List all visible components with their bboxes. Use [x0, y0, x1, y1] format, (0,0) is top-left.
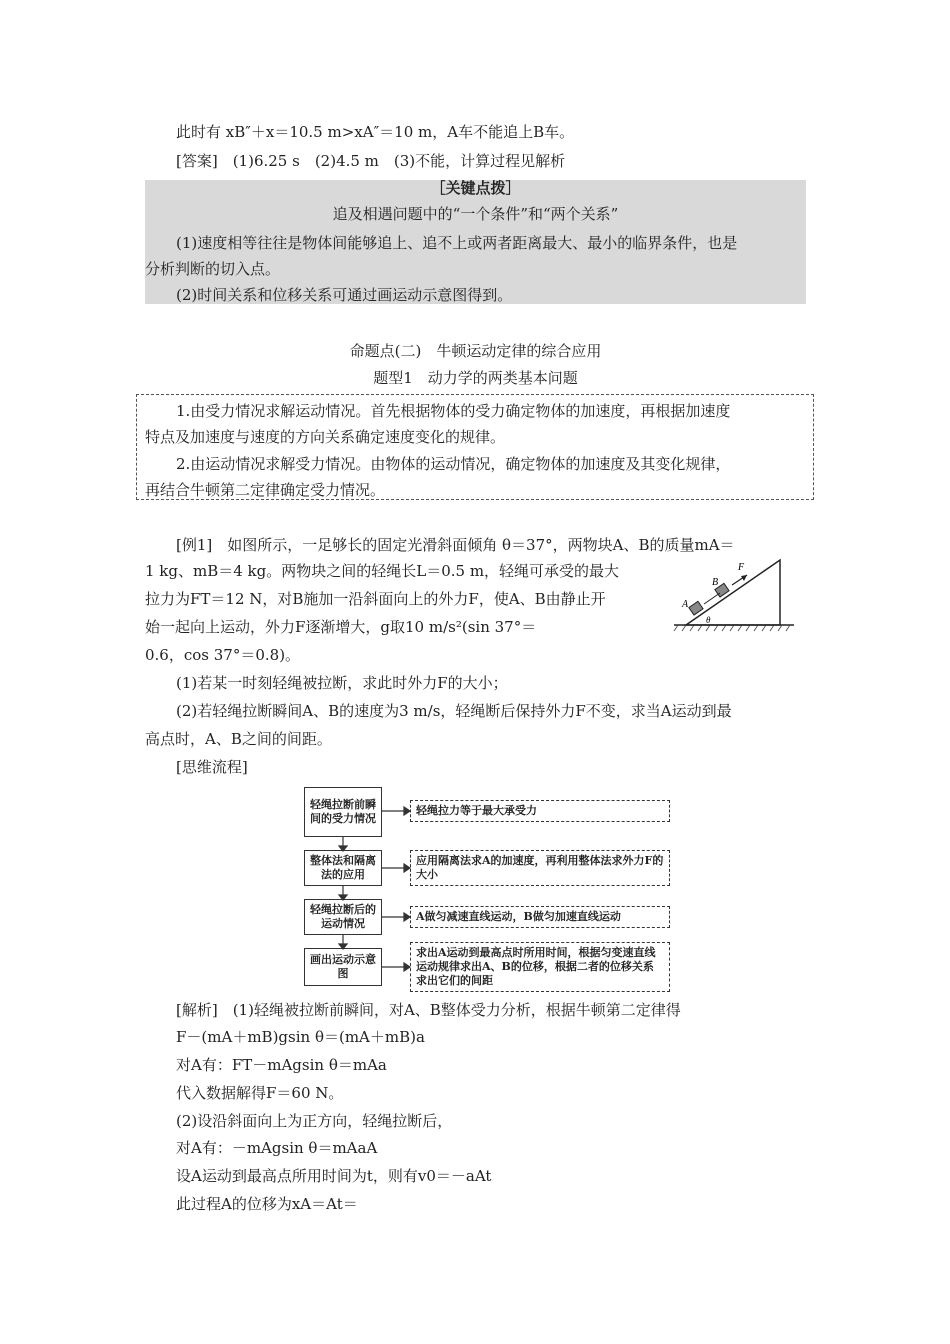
flow-step-label: 整体法和隔离法的应用 [310, 854, 376, 881]
key-point-item: (1)速度相等往往是物体间能够追上、追不上或两者距离最大、最小的临界条件，也是 [176, 234, 738, 252]
flow-note-4 [410, 942, 670, 992]
example-line: 1 kg、mB＝4 kg。两物块之间的轻绳长L＝0.5 m，轻绳可承受的最大 [145, 562, 620, 580]
flow-note-label: 求出A运动到最高点时所用时间，根据匀变速直线运动规律求出A、B的位移，根据二者的位移关系求出它们的间距 [416, 946, 656, 987]
flow-label: [思维流程] [176, 758, 248, 776]
flow-step-label: 轻绳拉断后的运动情况 [310, 903, 376, 930]
method-line: 再结合牛顿第二定律确定受力情况。 [145, 481, 386, 499]
solution-line: [解析] (1)轻绳被拉断前瞬间，对A、B整体受力分析，根据牛顿第二定律得 [176, 1001, 681, 1019]
section-subheading: 题型1 动力学的两类基本问题 [373, 369, 578, 387]
section-heading: 命题点(二) 牛顿运动定律的综合应用 [349, 342, 602, 360]
key-point-item: (2)时间关系和位移关系可通过画运动示意图得到。 [176, 286, 513, 304]
key-point-title: ［关键点拨］ [430, 179, 521, 197]
method-line: 2.由运动情况求解受力情况。由物体的运动情况，确定物体的加速度及其变化规律， [176, 455, 731, 473]
key-point-subtitle: 追及相遇问题中的“一个条件”和“两个关系” [332, 205, 619, 223]
incline-figure [672, 555, 797, 633]
solution-line: 对A有：FT－mAgsin θ＝mAa [176, 1056, 387, 1074]
flow-note-label: A做匀减速直线运动，B做匀加速直线运动 [416, 910, 621, 923]
example-line: [例1] 如图所示，一足够长的固定光滑斜面倾角 θ＝37°，两物块A、B的质量mA＝ [176, 536, 735, 554]
text-line: 此时有 xB″＋x＝10.5 m>xA″＝10 m，A车不能追上B车。 [176, 123, 575, 141]
flow-connectors [300, 780, 415, 1000]
solution-line: 此过程A的位移为xA＝At＝ [176, 1195, 358, 1213]
label-theta: θ [706, 615, 711, 625]
flow-note-2 [410, 850, 670, 886]
question-1: (1)若某一时刻轻绳被拉断，求此时外力F的大小； [176, 674, 508, 692]
method-line: 1.由受力情况求解运动情况。首先根据物体的受力确定物体的加速度，再根据加速度 [176, 402, 731, 420]
solution-line: 设A运动到最高点所用时间为t，则有v0＝－aAt [176, 1167, 492, 1185]
flow-step-label: 画出运动示意图 [310, 953, 376, 980]
method-line: 特点及加速度与速度的方向关系确定速度变化的规律。 [145, 428, 506, 446]
label-b: B [712, 577, 719, 588]
question-2: (2)若轻绳拉断瞬间A、B的速度为3 m/s，轻绳断后保持外力F不变，求当A运动到最 [176, 702, 732, 720]
flow-note-label: 轻绳拉力等于最大承受力 [416, 804, 537, 817]
solution-line: F－(mA＋mB)gsin θ＝(mA＋mB)a [176, 1028, 425, 1046]
label-f: F [738, 562, 745, 573]
flow-note-label: 应用隔离法求A的加速度，再利用整体法求外力F的大小 [416, 854, 664, 881]
key-point-item: 分析判断的切入点。 [145, 260, 281, 278]
label-a: A [682, 599, 689, 610]
flow-note-1 [410, 800, 670, 822]
example-line: 0.6，cos 37°＝0.8)。 [145, 646, 301, 664]
solution-line: (2)设沿斜面向上为正方向，轻绳拉断后， [176, 1112, 453, 1130]
flow-note-3 [410, 906, 670, 928]
answer-line: [答案] (1)6.25 s (2)4.5 m (3)不能，计算过程见解析 [176, 152, 566, 170]
solution-line: 对A有：－mAgsin θ＝mAaA [176, 1139, 378, 1157]
example-line: 始一起向上运动，外力F逐渐增大，g取10 m/s²(sin 37°＝ [145, 618, 537, 636]
flow-step-label: 轻绳拉断前瞬间的受力情况 [310, 798, 376, 825]
example-line: 拉力为FT＝12 N，对B施加一沿斜面向上的外力F，使A、B由静止开 [145, 590, 606, 608]
solution-line: 代入数据解得F＝60 N。 [176, 1084, 344, 1102]
question-2: 高点时，A、B之间的间距。 [145, 730, 332, 748]
